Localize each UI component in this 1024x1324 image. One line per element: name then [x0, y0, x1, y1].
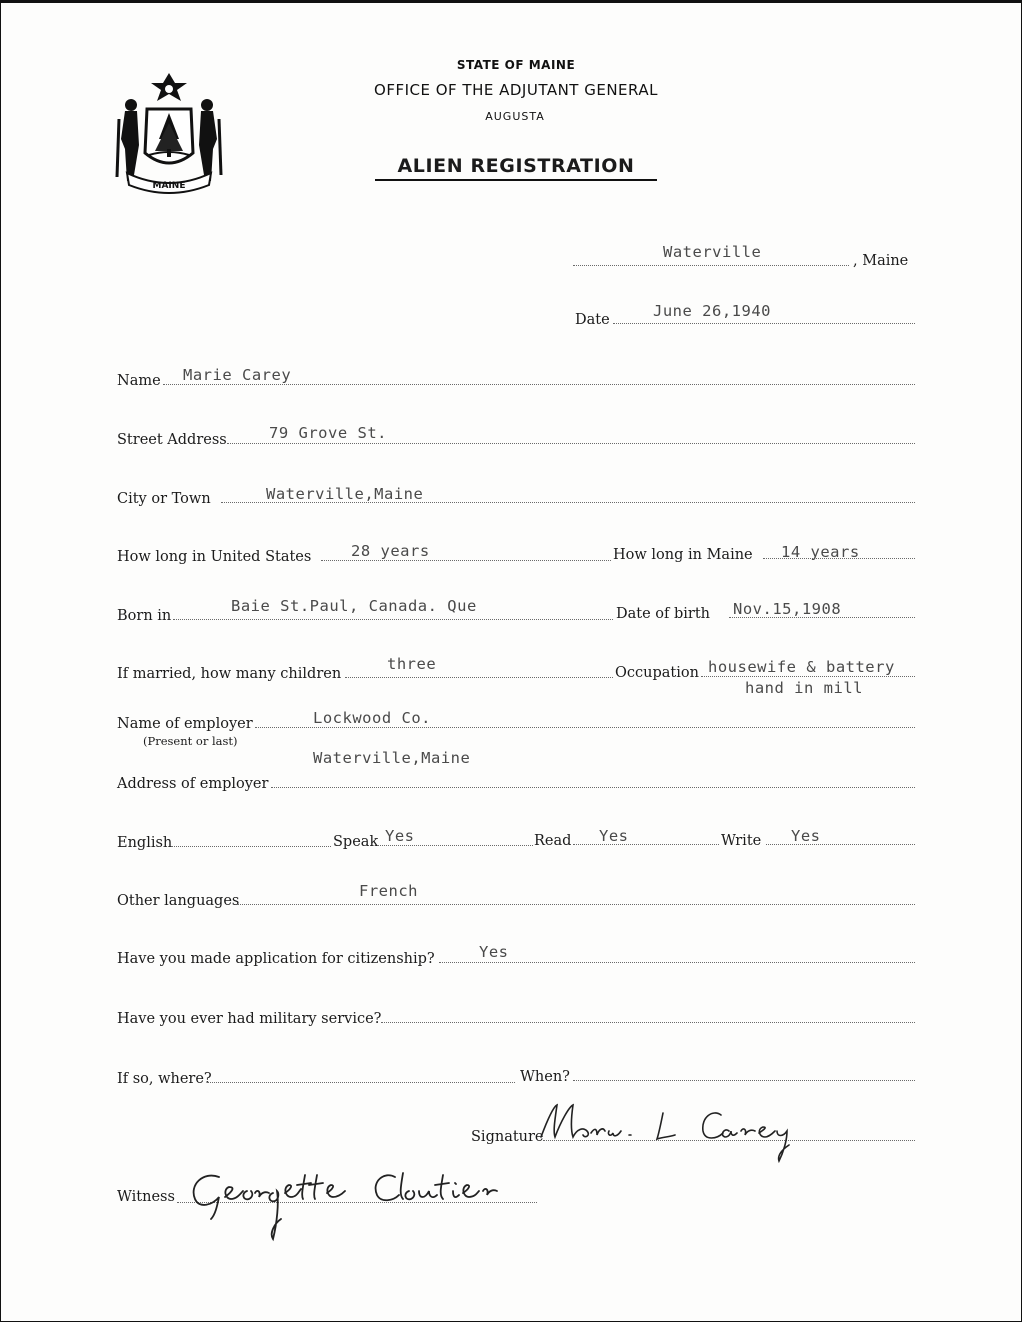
speak-label: Speak [333, 834, 379, 850]
form-title: ALIEN REGISTRATION [375, 155, 657, 181]
date-value: June 26,1940 [653, 302, 771, 320]
occupation-label: Occupation [615, 665, 699, 681]
employer-address-value: Waterville,Maine [313, 749, 471, 767]
witness-label: Witness [117, 1189, 175, 1205]
applicant-signature [533, 1097, 853, 1167]
english-line [171, 846, 331, 847]
how-long-maine-value: 14 years [781, 543, 860, 561]
town-value: Waterville [663, 243, 762, 261]
write-value: Yes [791, 827, 821, 845]
read-label: Read [534, 833, 572, 849]
write-line [766, 844, 915, 845]
children-line [345, 677, 613, 678]
dob-value: Nov.15,1908 [733, 600, 842, 618]
employer-sub-label: (Present or last) [143, 734, 238, 748]
employer-address-line [271, 787, 915, 788]
signature-label: Signature [471, 1129, 544, 1145]
city-heading: AUGUSTA [485, 110, 545, 123]
occupation-value-line1: housewife & battery [708, 658, 895, 676]
how-long-us-line [321, 560, 611, 561]
date-line [613, 323, 915, 324]
employer-label: Name of employer [117, 716, 253, 732]
town-line [573, 265, 849, 266]
other-languages-label: Other languages [117, 893, 240, 909]
english-label: English [117, 835, 173, 851]
street-label: Street Address [117, 432, 227, 448]
read-line [573, 844, 719, 845]
where-line [207, 1082, 515, 1083]
children-value: three [387, 655, 437, 673]
svg-text:MAINE: MAINE [152, 181, 186, 191]
employer-line [255, 727, 915, 728]
name-label: Name [117, 373, 161, 389]
military-line [381, 1022, 915, 1023]
city-value: Waterville,Maine [266, 485, 424, 503]
maine-suffix-label: , Maine [853, 253, 909, 269]
occupation-line [701, 676, 915, 677]
city-label: City or Town [117, 491, 211, 507]
occupation-value-line2: hand in mill [745, 679, 863, 697]
citizenship-line [439, 962, 915, 963]
office-heading: OFFICE OF THE ADJUTANT GENERAL [374, 81, 658, 99]
read-value: Yes [599, 827, 629, 845]
write-label: Write [721, 833, 762, 849]
born-in-value: Baie St.Paul, Canada. Que [231, 597, 477, 615]
when-line [573, 1080, 915, 1081]
how-long-maine-label: How long in Maine [613, 547, 753, 563]
speak-value: Yes [385, 827, 415, 845]
street-value: 79 Grove St. [269, 424, 387, 442]
military-label: Have you ever had military service? [117, 1011, 382, 1027]
street-line [227, 443, 915, 444]
where-label: If so, where? [117, 1071, 212, 1087]
citizenship-label: Have you made application for citizenship? [117, 951, 435, 967]
other-languages-value: French [359, 882, 418, 900]
other-languages-line [237, 904, 915, 905]
state-heading: STATE OF MAINE [456, 58, 576, 72]
employer-address-label: Address of employer [117, 776, 269, 792]
how-long-us-value: 28 years [351, 542, 430, 560]
date-label: Date [575, 312, 610, 328]
when-label: When? [520, 1069, 570, 1085]
speak-line [377, 845, 533, 846]
dob-label: Date of birth [616, 606, 711, 622]
name-value: Marie Carey [183, 366, 292, 384]
born-in-label: Born in [117, 608, 172, 624]
employer-value: Lockwood Co. [313, 709, 431, 727]
witness-signature [181, 1163, 551, 1247]
name-line [163, 384, 915, 385]
citizenship-value: Yes [479, 943, 509, 961]
how-long-us-label: How long in United States [117, 549, 312, 565]
born-in-line [173, 619, 613, 620]
children-label: If married, how many children [117, 666, 342, 682]
